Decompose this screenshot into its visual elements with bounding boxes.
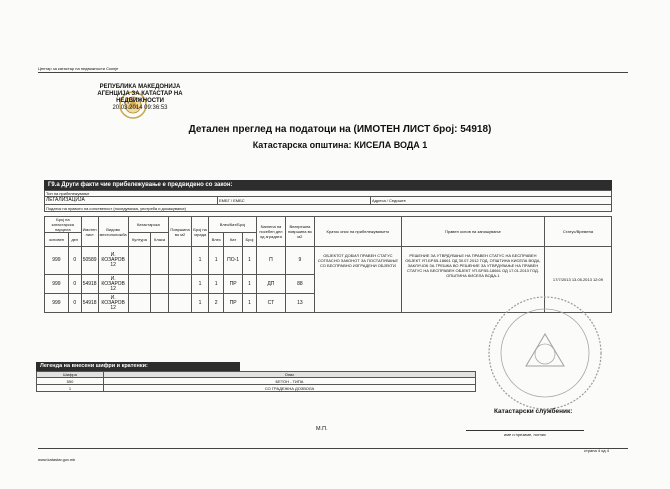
agency-stamp bbox=[80, 84, 200, 112]
page-title: Детален преглед на податоци на (ИМОТЕН ЛИСТ број: 54918) bbox=[188, 124, 492, 135]
header-povrsina-del: Внатрешна површина во м2 bbox=[285, 217, 314, 247]
cell-zgrada: 1 bbox=[192, 247, 209, 275]
header-povrsina: Површина во м2 bbox=[169, 217, 192, 247]
cell-namena: ДП bbox=[256, 275, 285, 294]
cell-del: 0 bbox=[68, 294, 81, 313]
cell-vlez: 1 bbox=[209, 275, 224, 294]
address-label: Адреса / Седиште bbox=[371, 197, 612, 205]
cell-kat: ПО-1 bbox=[224, 247, 243, 275]
signature-line bbox=[466, 430, 584, 431]
header-vid: Видово местоположба bbox=[98, 217, 128, 247]
cell-pov: 9 bbox=[285, 247, 314, 275]
footer-rule bbox=[38, 448, 628, 449]
name-label: Тип на прибележување bbox=[45, 191, 612, 197]
cell-kat: ПР bbox=[224, 275, 243, 294]
cell-vlez: 2 bbox=[209, 294, 224, 313]
header-broj: Број bbox=[243, 233, 257, 247]
header-kp: Број на катастарска парцела bbox=[45, 217, 82, 233]
header-zgrada: Број на зграда bbox=[192, 217, 209, 247]
section-title: Г9.а Други факти чие прибележување е предвидено со закон: bbox=[44, 180, 612, 190]
name-value: ЛЕГАЛИЗАЦИЈА bbox=[45, 197, 218, 205]
cell-del: 0 bbox=[68, 275, 81, 294]
cell-namena: СТ bbox=[256, 294, 285, 313]
header-kp-sub: дел bbox=[68, 233, 81, 247]
header-vlez: Влез bbox=[209, 233, 224, 247]
legend-col-code: Шифра bbox=[37, 372, 104, 378]
cell-pov: 88 bbox=[285, 275, 314, 294]
header-klasa: Класа bbox=[151, 233, 169, 247]
cell-vid: И. КОЗАРОВ 12 bbox=[98, 294, 128, 313]
owner-info-table bbox=[44, 190, 612, 212]
cell-list: 54918 bbox=[81, 294, 98, 313]
legend-desc: СО ГРАДЕЖНА ДОЗВОЛА bbox=[104, 385, 476, 392]
official-label: Катастарски службеник: bbox=[494, 408, 573, 415]
cell-list: 50589 bbox=[81, 247, 98, 275]
cell-kp: 999 bbox=[45, 294, 69, 313]
cell-broj: 1 bbox=[243, 247, 257, 275]
embg-label: ЕМБГ / ЕМБС bbox=[218, 197, 371, 205]
stamp-line2: АГЕНЦИЈА ЗА КАТАСТАР НА НЕДВИЖНОСТИ bbox=[97, 91, 183, 104]
official-seal-icon bbox=[486, 294, 604, 412]
header-kultura: Култура bbox=[128, 233, 151, 247]
basis-label: Податок на правото на сопственост (поседувачка, употреба и докажување) bbox=[45, 205, 612, 212]
header-opis: Краток опис на прибележувањето bbox=[314, 217, 401, 247]
cell-kp: 999 bbox=[45, 275, 69, 294]
cell-zgrada: 1 bbox=[192, 294, 209, 313]
cell-status: 17/7/2013 13.05.2013 12:09 bbox=[544, 247, 611, 313]
header-pravna: Правен основ на запишување bbox=[401, 217, 544, 247]
stamp-datetime: 20.03.2014 09:36:53 bbox=[112, 105, 168, 111]
cell-vid: И. КОЗАРОВ 12 bbox=[98, 275, 128, 294]
header-namena: Namena на посебен дел од зградата bbox=[256, 217, 285, 247]
page-subtitle: Катастарска општина: КИСЕЛА ВОДА 1 bbox=[252, 140, 428, 150]
legend-code: 550 bbox=[37, 378, 104, 385]
legend-table bbox=[36, 371, 476, 392]
footer-page: страна 4 од 4 bbox=[584, 448, 609, 453]
cell-broj: 1 bbox=[243, 294, 257, 313]
signature-caption: име и презиме, потпис bbox=[504, 432, 546, 437]
cell-pravna: РЕШЕНИЕ ЗА УТВРДУВАЊЕ НА ПРАВЕН СТАТУС НА БЕСПРАВЕН ОБЈЕКТ УП.БР.55-18661 ОД 30.07.2012 ГОД. ОПШТИНА КИСЕЛА ВОДА, ЗАКЛУЧОК ЗА ГРЕШКА ВО РЕШЕНИЕ ЗА УТВРДУВАЊЕ НА ПРАВЕН СТАТУС НА БЕСПРАВЕН ОБЈЕКТ УП.БР.55-18661 ОД 17.01.2013 ГОД. ОПШТИНА КИСЕЛА ВОДА-1 bbox=[401, 247, 544, 313]
header-imoten: Имотен лист bbox=[81, 217, 98, 247]
header-kat: Кат bbox=[224, 233, 243, 247]
cell-kp: 999 bbox=[45, 247, 69, 275]
header-rule bbox=[38, 72, 628, 73]
org-header-small: Центар за катастар на недвижности Скопје bbox=[38, 66, 119, 71]
cell-namena: П bbox=[256, 247, 285, 275]
legend-code: 1 bbox=[37, 385, 104, 392]
header-status: Статус/Времена bbox=[544, 217, 611, 247]
legend-row bbox=[37, 378, 476, 385]
cell-kat: ПР bbox=[224, 294, 243, 313]
header-vlez-group: Влез/Кат/Број bbox=[209, 217, 257, 233]
cell-pov: 13 bbox=[285, 294, 314, 313]
mp-label: М.П. bbox=[316, 426, 328, 432]
header-katastar: Катастарска bbox=[128, 217, 168, 233]
legend-row bbox=[37, 385, 476, 392]
cell-vid: И. КОЗАРОВ 12 bbox=[98, 247, 128, 275]
stamp-line1: РЕПУБЛИКА МАКЕДОНИЈА bbox=[99, 84, 181, 90]
header-kp-main: основен bbox=[45, 233, 69, 247]
legend-title: Легенда на внесени шифри и кратенки: bbox=[36, 362, 240, 371]
table-row bbox=[45, 247, 612, 275]
cell-zgrada: 1 bbox=[192, 275, 209, 294]
legend-col-desc: Опис bbox=[104, 372, 476, 378]
cell-vlez: 1 bbox=[209, 247, 224, 275]
cell-broj: 1 bbox=[243, 275, 257, 294]
cell-del: 0 bbox=[68, 247, 81, 275]
legend-desc: БЕТОН - ТИПА bbox=[104, 378, 476, 385]
cell-list: 54918 bbox=[81, 275, 98, 294]
footer-url: www.katastar.gov.mk bbox=[38, 457, 76, 462]
cell-opis: ОБЈЕКТОТ ДОБИЛ ПРАВЕН СТАТУС СОГЛАСНО ЗАКОНОТ ЗА ПОСТАПУВАЊЕ СО БЕСПРАВНО ИЗГРАДЕНИ ОБЈЕКТИ bbox=[314, 247, 401, 313]
